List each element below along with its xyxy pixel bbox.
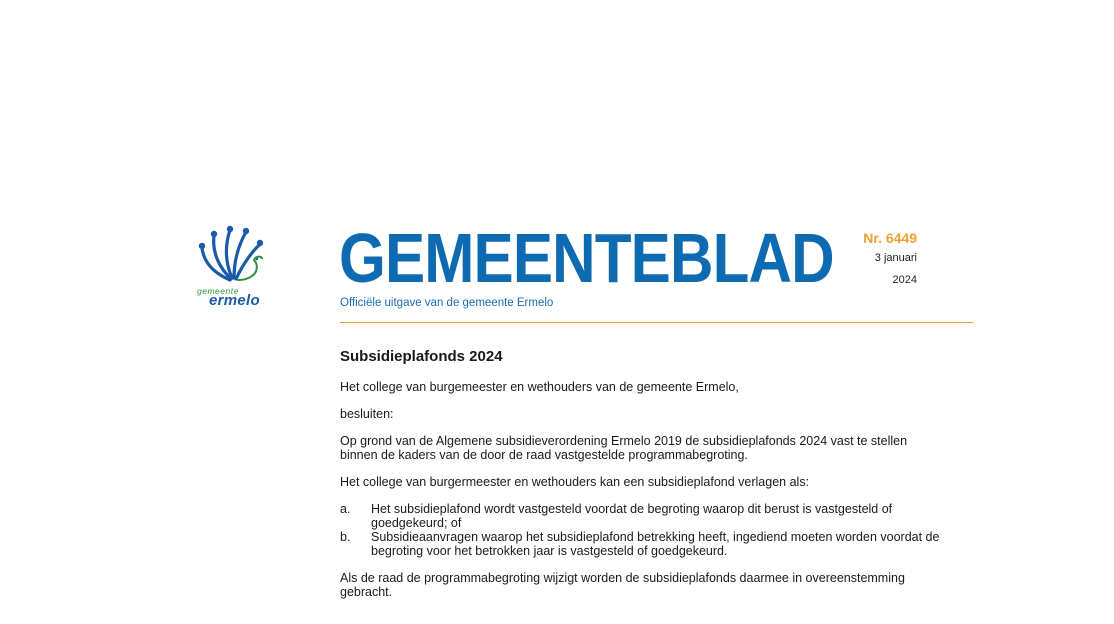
list-marker: a.	[340, 502, 351, 516]
logo-large-text: ermelo	[209, 292, 260, 309]
peacock-logo-icon	[194, 224, 268, 288]
issue-info	[863, 229, 917, 291]
list-text: Het subsidieplafond wordt vastgesteld voordat de begroting waarop dit berust is vastgesteld of goedgekeurd; of	[371, 502, 893, 530]
list-item	[340, 502, 940, 530]
list-item	[340, 530, 940, 558]
issue-number: Nr. 6449	[863, 230, 917, 246]
masthead-subtitle: Officiële uitgave van de gemeente Ermelo	[340, 297, 554, 309]
paragraph: Op grond van de Algemene subsidieverordening Ermelo 2019 de subsidieplafonds 2024 vast te stellen binnen de kaders van de door de raad vastgestelde programmabegroting.	[340, 434, 908, 462]
masthead-title: GEMEENTEBLAD	[339, 219, 834, 297]
ermelo-logo	[194, 224, 268, 310]
paragraph: Het college van burgermeester en wethouders kan een subsidieplafond verlagen als:	[340, 475, 810, 489]
closing-paragraph: Als de raad de programmabegroting wijzigt worden de subsidieplafonds daarmee in overeenstemming gebracht.	[340, 571, 905, 599]
paragraph: Het college van burgemeester en wethouders van de gemeente Ermelo,	[340, 380, 739, 394]
logo-small-text: gemeente	[197, 286, 239, 296]
list-marker: b.	[340, 530, 351, 544]
header-divider	[340, 322, 973, 323]
document-body	[340, 348, 940, 612]
paragraph: besluiten:	[340, 407, 394, 421]
condition-list	[340, 502, 940, 558]
list-text: Subsidieaanvragen waarop het subsidieplafond betrekking heeft, ingediend moeten worden voordat de begroting voor het betrokken jaar is vastgesteld of goedgekeurd.	[371, 530, 940, 558]
issue-year: 2024	[892, 274, 917, 286]
issue-date: 3 januari	[874, 252, 917, 264]
document-title: Subsidieplafonds 2024	[340, 348, 503, 365]
